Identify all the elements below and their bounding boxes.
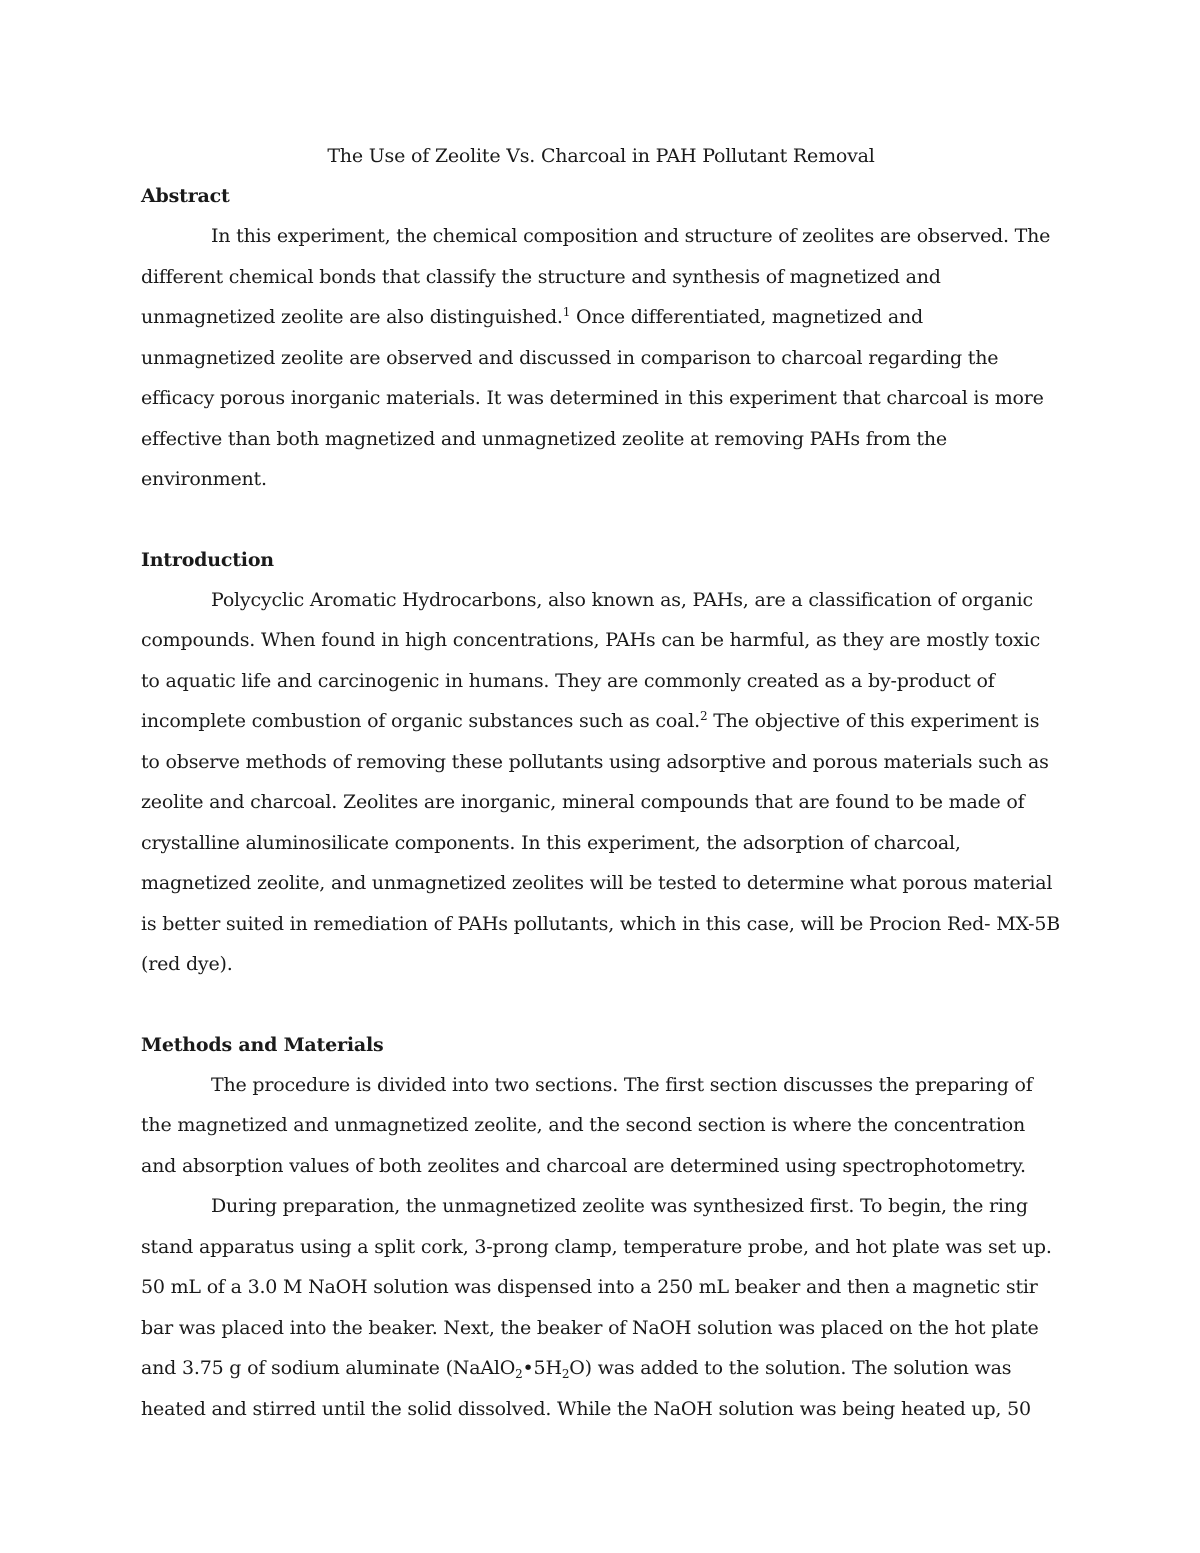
subscript: 2	[515, 1367, 523, 1381]
abstract-heading: Abstract	[141, 185, 230, 207]
methods-text-part-2: O) was added to the solution. The solution was heated and stirred until the solid dissolved. While the NaOH solution was being heated up, 50	[141, 1357, 1031, 1420]
introduction-text-part-1: Polycyclic Aromatic Hydrocarbons, also known as, PAHs, are a classification of organic compounds. When found in high concentrations, PAHs can be harmful, as they are mostly toxic to aquatic life and carcinogenic in humans. They are commonly created as a by-product of incomplete combustion of organic substances such as coal.	[141, 588, 1041, 732]
citation-marker: 2	[699, 709, 708, 723]
formula-middle: •5H	[522, 1357, 562, 1379]
methods-text-part-1: During preparation, the unmagnetized zeolite was synthesized first. To begin, the ring stand apparatus using a split cork, 3-prong clamp, temperature probe, and hot plate was set up. 50 mL of a 3.0 M NaOH solution was dispensed into a 250 mL beaker and then a magnetic stir bar was placed into the beaker. Next, the beaker of NaOH solution was placed on the hot plate and 3.75 g of sodium aluminate (NaAlO	[141, 1195, 1052, 1379]
abstract-text-part-1: In this experiment, the chemical composition and structure of zeolites are observed. The different chemical bonds that classify the structure and synthesis of magnetized and unmagnetized zeolite are also distinguished.	[141, 225, 1051, 328]
subscript: 2	[561, 1367, 570, 1381]
spacer	[141, 500, 1061, 540]
document-body	[141, 136, 1061, 1429]
introduction-paragraph	[141, 580, 1061, 985]
introduction-heading: Introduction	[141, 548, 274, 571]
abstract-text-part-2: Once differentiated, magnetized and unmagnetized zeolite are observed and discussed in comparison to charcoal regarding the efficacy porous inorganic materials. It was determined in this experiment that charcoal is more effective than both magnetized and unmagnetized zeolite at removing PAHs from the environment.	[141, 306, 1044, 490]
methods-paragraph-2	[141, 1186, 1061, 1429]
methods-heading: Methods and Materials	[141, 1033, 384, 1056]
methods-paragraph-1: The procedure is divided into two sections. The first section discusses the preparing of the magnetized and unmagnetized zeolite, and the second section is where the concentration and absorption values of both zeolites and charcoal are determined using spectrophotometry.	[141, 1073, 1033, 1177]
introduction-text-part-2: The objective of this experiment is to observe methods of removing these pollutants using adsorptive and porous materials such as zeolite and charcoal. Zeolites are inorganic, mineral compounds that are found to be made of crystalline aluminosilicate components. In this experiment, the adsorption of charcoal, magnetized zeolite, and unmagnetized zeolites will be tested to determine what porous material is better suited in remediation of PAHs pollutants, which in this case, will be Procion Red- MX-5B (red dye).	[141, 710, 1060, 975]
abstract-paragraph	[141, 216, 1061, 500]
citation-marker: 1	[562, 305, 571, 319]
paper-title: The Use of Zeolite Vs. Charcoal in PAH Pollutant Removal	[327, 145, 875, 167]
spacer	[141, 985, 1061, 1025]
